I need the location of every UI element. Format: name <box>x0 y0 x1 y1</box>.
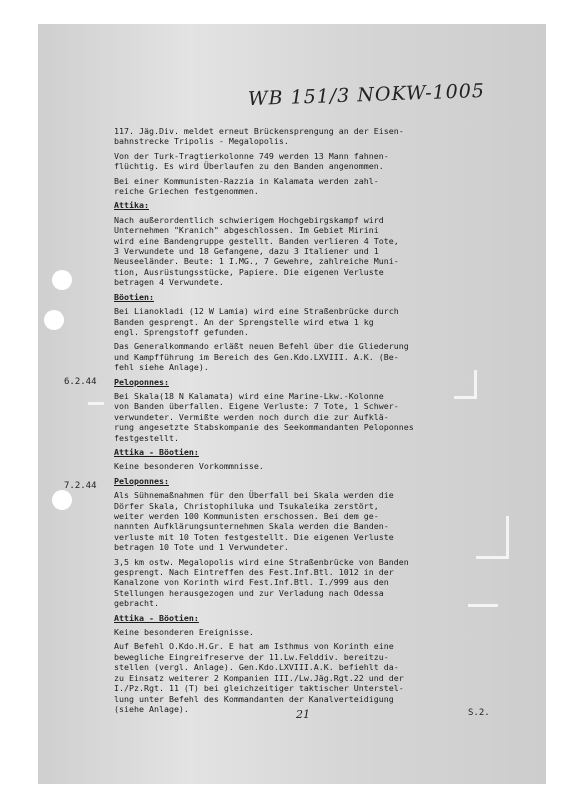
date-label-1: 6.2.44 <box>64 377 97 387</box>
section-heading: Böotien: <box>114 291 154 302</box>
section-heading: Peloponnes: <box>114 376 169 387</box>
report-paragraph: Bei einer Kommunisten-Razzia in Kalamata werden zahl- reiche Griechen festgenommen. <box>114 175 379 197</box>
report-paragraph: Nach außerordentlich schwierigem Hochgebirgskampf wird Unternehmen "Kranich" abgeschlossen. Im Gebiet Mirini wird eine Bandengruppe gestellt. Banden verlieren 4 Tote, 3 Verwundete und 18 Gefangene, dazu 3 Italiener und 1 Neuseeländer. Beute: 1 I.MG., 7 Gewehre, zahlreiche Muni- tion, Ausrüstungsstücke, Papiere. Die eigenen Verluste betragen 4 Verwundete. <box>114 214 399 288</box>
report-paragraph: Keine besonderen Vorkommnisse. <box>114 461 264 472</box>
report-paragraph: 3,5 km ostw. Megalopolis wird eine Straßenbrücke von Banden gesprengt. Nach Eintreffen des Fest.Inf.Btl. 1012 in der Kanalzone von Korinth wird Fest.Inf.Btl. I./999 aus den Stellungen herausgezogen und zur Verladung nach Odessa gebracht. <box>114 556 409 609</box>
report-paragraph: Bei Lianokladi (12 W Lamia) wird eine Straßenbrücke durch Banden gesprengt. An der Sprengstelle wird etwa 1 kg engl. Sprengstoff gefunden. <box>114 306 399 337</box>
punch-hole-bottom <box>52 490 72 510</box>
section-heading: Attika - Böotien: <box>114 446 199 457</box>
punch-hole-top <box>52 270 72 290</box>
report-paragraph: Keine besonderen Ereignisse. <box>114 627 254 638</box>
section-heading: Attika: <box>114 200 149 211</box>
report-body <box>114 126 506 718</box>
page-number: S.2. <box>468 708 490 718</box>
report-paragraph: Von der Turk-Tragtierkolonne 749 werden 13 Mann fahnen- flüchtig. Es wird Überlaufen zu den Banden angenommen. <box>114 150 389 172</box>
corner-mark-left-1 <box>88 402 104 423</box>
section-heading: Peloponnes: <box>114 475 169 486</box>
report-paragraph: Auf Befehl O.Kdo.H.Gr. E hat am Isthmus von Korinth eine bewegliche Eingreifreserve der 11.Lw.Felddiv. bereitzu- stellen (vergl. Anlage). Gen.Kdo.LXVIII.A.K. befiehlt da- zu Einsatz weiterer 2 Kompanien III./Lw.Jäg.Rgt.22 und der I./Pz.Rgt. 11 (T) bei gleichzeitiger taktischer Unterstel- lung unter Befehl des Kommandanten der Kanalverteidigung (siehe Anlage). <box>114 641 404 714</box>
signature-mark: 21 <box>296 708 310 721</box>
section-heading: Attika - Böotien: <box>114 612 199 623</box>
punch-hole-middle <box>44 310 64 330</box>
date-label-2: 7.2.44 <box>64 481 97 491</box>
archive-stamp: WB 151/3 NOKW-1005 <box>247 79 486 111</box>
report-paragraph: 117. Jäg.Div. meldet erneut Brückensprengung an der Eisen- bahnstrecke Tripolis - Megalopolis. <box>114 126 404 147</box>
report-paragraph: Bei Skala(18 N Kalamata) wird eine Marine-Lkw.-Kolonne von Banden überfallen. Eigene Verluste: 7 Tote, 1 Schwer- verwundeter. Vermißte werden noch durch die zur Aufklä- rung angesetzte Stabskompanie des Seekommandanten Peloponnes festgestellt. <box>114 390 414 443</box>
report-paragraph: Als Sühnemaßnahmen für den Überfall bei Skala werden die Dörfer Skala, Christophiluka und Tsukaleika zerstört, weiter werden 100 Kommunisten erschossen. Bei dem ge- nannten Aufklärungsunternehmen Skala werden die Banden- verluste mit 10 Toten festgestellt. Die eigenen Verluste betragen 10 Tote und 1 Verwundeter. <box>114 490 394 553</box>
report-paragraph: Das Generalkommando erläßt neuen Befehl über die Gliederung und Kampfführung im Bereich des Gen.Kdo.LXVIII. A.K. (Be- fehl siehe Anlage). <box>114 341 409 373</box>
